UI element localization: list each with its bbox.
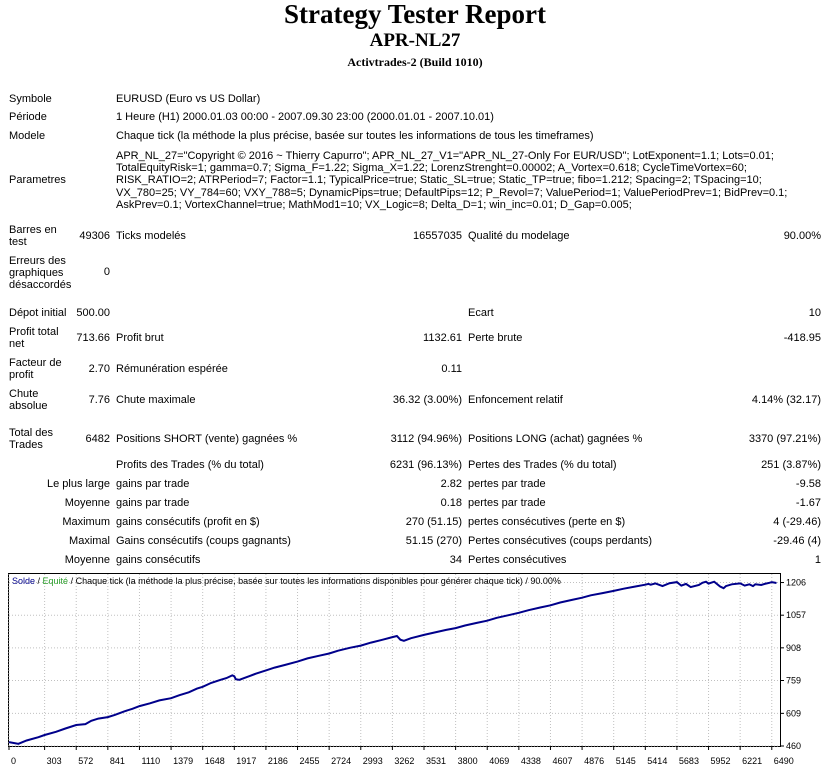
chart-legend [12, 576, 561, 586]
long-positions-label: Positions LONG (achat) gagnées % [468, 433, 643, 445]
x-tick-label: 2724 [331, 756, 352, 766]
legend-description: / Chaque tick (la méthode la plus précise, basée sur toutes les informations disponibles pour générer chaque tick) / 90.00% [68, 576, 561, 586]
ticks-value: 16557035 [413, 230, 462, 242]
legend-sep: / [35, 576, 43, 586]
x-tick-label: 2993 [362, 756, 383, 766]
short-positions-label: Positions SHORT (vente) gagnées % [116, 433, 298, 445]
max-consec-losses-value: 4 (-29.46) [773, 516, 821, 528]
spread-value: 10 [808, 307, 821, 319]
avg-consec-wins-label: gains consécutifs [116, 554, 201, 566]
period-value: 1 Heure (H1) 2000.01.03 00:00 - 2007.09.30 23:00 (2000.01.01 - 2007.10.01) [116, 111, 494, 123]
ticks-label: Ticks modelés [116, 230, 186, 242]
loss-trades-label: Pertes des Trades (% du total) [468, 459, 617, 471]
params-value: APR_NL_27="Copyright © 2016 ~ Thierry Capurro"; APR_NL_27_V1="APR_NL_27-Only For EUR/USD"; LotExponent=1.1; Lots=0.01; TotalEquityRisk=1; gamma=0.7; Sigma_F=1.22; Sigma_X=1.22; LorenzStrenght=0.00002; A_Vortex=0.618; CycleTimeVortex=60; RISK_RATIO=2; ATRPeriod=7; Factor=1.1; TypicalPrice=true; Static_SL=true; Static_TP=true; fibo=1.212; Spacing=2; TSpacing=10; VX_780=25; VY_784=60; VXY_788=5; DynamicPips=true; DefaultPips=12; P_Revol=7; ValuePeriod=1; ValuePeriodPrev=1; BidPrev=0.1; AskPrev=0.1; VortexChannel=true; MathMod1=10; VX_Logic=8; Delta_D=1; win_inc=0.01; D_Gap=0.005; [116, 150, 788, 211]
y-tick-label: 1206 [786, 577, 807, 588]
max-drawdown-value: 36.32 (3.00%) [392, 394, 462, 406]
average-profit-label: gains par trade [116, 497, 190, 509]
quality-value: 90.00% [783, 230, 821, 242]
gross-loss-value: -418.95 [783, 332, 821, 344]
symbol-label: Symbole [9, 93, 52, 105]
y-tick-label: 609 [786, 708, 802, 719]
average-loss-label: pertes par trade [468, 497, 546, 509]
chart-frame [9, 574, 781, 747]
quality-label: Qualité du modelage [468, 230, 570, 242]
maximal-profit-label: Gains consécutifs (coups gagnants) [116, 535, 291, 547]
x-tick-label: 5952 [710, 756, 731, 766]
symbol-value: EURUSD (Euro vs US Dollar) [116, 93, 261, 105]
average-profit-value: 0.18 [440, 497, 462, 509]
expected-payoff-value: 0.11 [441, 363, 462, 375]
largest-loss-label: pertes par trade [468, 478, 546, 490]
x-tick-label: 3531 [426, 756, 447, 766]
largest-profit-value: 2.82 [440, 478, 462, 490]
model-value: Chaque tick (la méthode la plus précise, basée sur toutes les informations de tous les timeframes) [116, 130, 594, 142]
report-subtitle: APR-NL27 [369, 30, 461, 51]
avg-consec-wins-value: 34 [449, 554, 462, 566]
max-drawdown-label: Chute maximale [116, 394, 196, 406]
errors-label: Erreurs des graphiques désaccordés [9, 255, 72, 291]
maximal-profit-value: 51.15 (270) [405, 535, 462, 547]
maximal-loss-label: Pertes consécutives (coups perdants) [468, 535, 653, 547]
profit-factor-value: 2.70 [88, 363, 110, 375]
relative-drawdown-value: 4.14% (32.17) [751, 394, 821, 406]
gross-loss-label: Perte brute [468, 332, 523, 344]
x-tick-label: 3262 [394, 756, 415, 766]
y-tick-label: 460 [786, 741, 802, 751]
x-tick-label: 0 [11, 756, 17, 766]
balance-chart [8, 573, 821, 766]
x-tick-label: 6490 [773, 756, 794, 766]
total-trades-label: Total des Trades [9, 427, 54, 451]
period-label: Période [9, 111, 47, 123]
loss-trades-value: 251 (3.87%) [761, 459, 821, 471]
params-label: Parametres [9, 174, 66, 186]
average-loss-value: -1.67 [795, 497, 821, 509]
net-profit-label: Profit total net [9, 326, 59, 350]
avg-consec-label: Moyenne [64, 554, 110, 566]
net-profit-value: 713.66 [76, 332, 110, 344]
legend-balance: Solde [12, 576, 36, 586]
absolute-drawdown-value: 7.76 [88, 394, 110, 406]
x-tick-label: 2186 [267, 756, 288, 766]
report-title: Strategy Tester Report [284, 0, 546, 29]
x-tick-label: 1379 [173, 756, 194, 766]
errors-value: 0 [103, 266, 110, 278]
x-tick-label: 5683 [678, 756, 699, 766]
avg-consec-losses-label: Pertes consécutives [468, 554, 567, 566]
profit-factor-label: Facteur de profit [9, 357, 62, 381]
x-tick-label: 5145 [615, 756, 636, 766]
bars-value: 49306 [79, 230, 110, 242]
profit-trades-value: 6231 (96.13%) [389, 459, 462, 471]
x-tick-label: 1110 [141, 756, 161, 766]
x-tick-label: 5414 [647, 756, 668, 766]
deposit-value: 500.00 [76, 307, 110, 319]
x-tick-label: 4338 [520, 756, 541, 766]
y-tick-label: 1057 [786, 610, 807, 621]
x-tick-label: 572 [78, 756, 94, 766]
spread-label: Ecart [468, 307, 494, 319]
x-tick-label: 4069 [489, 756, 510, 766]
x-tick-label: 3800 [457, 756, 478, 766]
largest-loss-value: -9.58 [795, 478, 821, 490]
average-label: Moyenne [64, 497, 110, 509]
largest-label: Le plus large [47, 478, 110, 490]
legend-equity: Equité [42, 576, 69, 586]
x-tick-label: 1917 [236, 756, 257, 766]
bars-label: Barres en test [9, 224, 57, 248]
expected-payoff-label: Rémunération espérée [116, 363, 228, 375]
gross-profit-value: 1132.61 [423, 332, 462, 344]
max-consec-wins-label: gains consécutifs (profit en $) [116, 516, 260, 528]
absolute-drawdown-label: Chute absolue [9, 388, 48, 412]
profit-trades-label: Profits des Trades (% du total) [116, 459, 264, 471]
largest-profit-label: gains par trade [116, 478, 190, 490]
maximal-loss-value: -29.46 (4) [773, 535, 821, 547]
avg-consec-losses-value: 1 [814, 554, 821, 566]
x-tick-label: 6221 [742, 756, 763, 766]
x-tick-label: 4876 [584, 756, 605, 766]
x-tick-label: 841 [109, 756, 125, 766]
y-tick-label: 759 [786, 675, 802, 686]
total-trades-value: 6482 [85, 433, 110, 445]
x-tick-label: 4607 [552, 756, 573, 766]
x-tick-label: 1648 [204, 756, 225, 766]
model-label: Modele [9, 130, 46, 142]
maximum-label: Maximum [62, 516, 110, 528]
y-tick-label: 908 [786, 642, 802, 653]
max-consec-losses-label: pertes consécutives (perte en $) [468, 516, 626, 528]
max-consec-wins-value: 270 (51.15) [405, 516, 462, 528]
long-positions-value: 3370 (97.21%) [748, 433, 821, 445]
short-positions-value: 3112 (94.96%) [390, 433, 462, 445]
x-tick-label: 303 [46, 756, 62, 766]
relative-drawdown-label: Enfoncement relatif [468, 394, 563, 406]
gross-profit-label: Profit brut [116, 332, 164, 344]
server-name: Activtrades-2 (Build 1010) [347, 55, 483, 69]
x-tick-label: 2455 [299, 756, 320, 766]
maximal-label: Maximal [69, 535, 110, 547]
deposit-label: Dépot initial [9, 307, 67, 319]
